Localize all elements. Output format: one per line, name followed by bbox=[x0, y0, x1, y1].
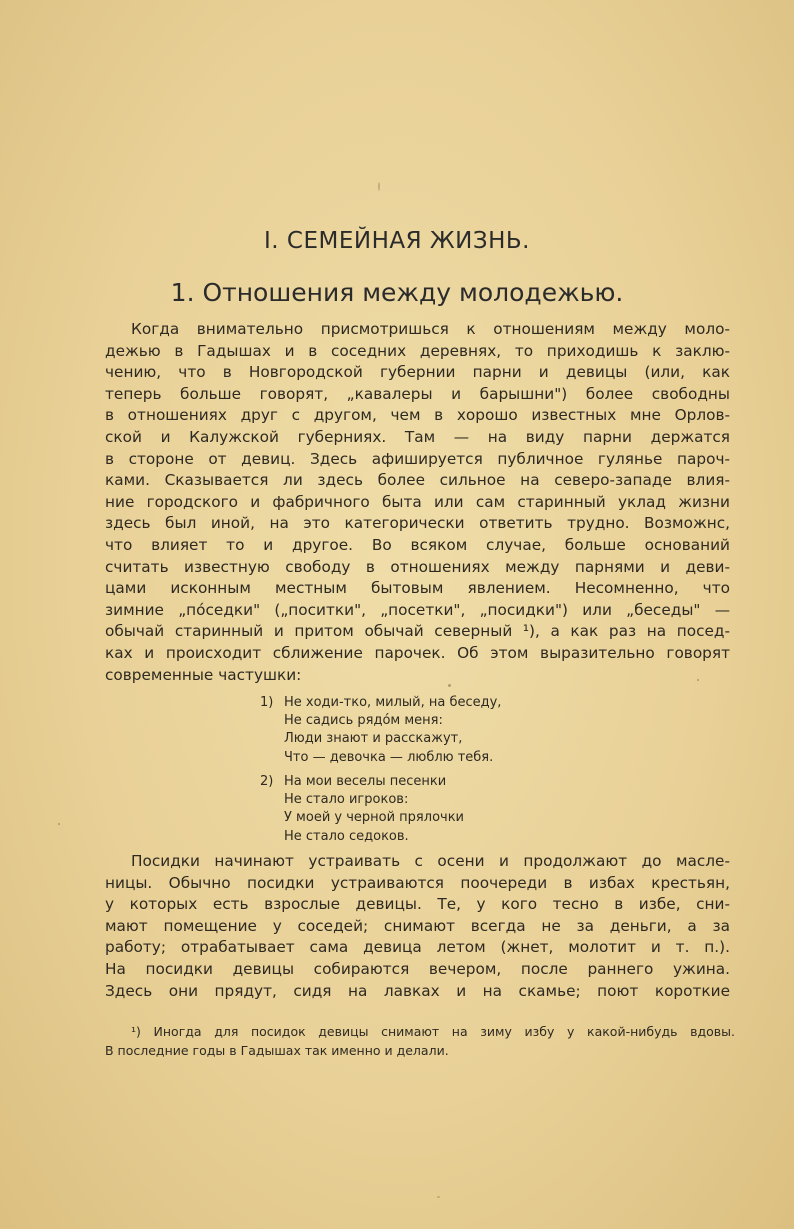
text-line: в стороне от девиц. Здесь афишируется публичное гулянье пароч- bbox=[105, 449, 730, 468]
text-line: ках и происходит сближение парочек. Об этом выразительно говорят bbox=[105, 643, 730, 662]
verse-line: Что — девочка — люблю тебя. bbox=[284, 749, 494, 765]
verse-line: Не стало седоков. bbox=[284, 828, 409, 844]
text-line: цами исконным местным бытовым явлением. Несомненно, что bbox=[105, 579, 730, 598]
text-line: На посидки девицы собираются вечером, после раннего ужина. bbox=[105, 959, 730, 978]
paragraph-1 bbox=[105, 319, 730, 686]
text-line: Посидки начинают устраивать с осени и продолжают до масле- bbox=[131, 852, 730, 870]
verse-line: Люди знают и расскажут, bbox=[284, 731, 463, 747]
text-line: здесь был иной, на это категорически ответить трудно. Возможнс, bbox=[105, 514, 730, 533]
verse-2 bbox=[260, 773, 464, 846]
text-line: современные частушки: bbox=[105, 665, 302, 684]
text-line: зимние „по́седки" („поситки", „посетки", „посидки") или „беседы" — bbox=[105, 600, 730, 619]
verse-line: У моей у черной прялочки bbox=[284, 810, 465, 826]
verse-line: Не садись рядо́м меня: bbox=[284, 713, 443, 729]
footnote-line: В последние годы в Гадышах так именно и делали. bbox=[105, 1043, 449, 1058]
footnote bbox=[105, 1022, 735, 1060]
text-line: работу; отрабатывает сама девица летом (жнет, молотит и т. п.). bbox=[105, 938, 730, 957]
footnote-line: ¹) Иногда для посидок девицы снимают на зиму избу у какой-нибудь вдовы. bbox=[131, 1024, 735, 1039]
chapter-title: I. СЕМЕЙНАЯ ЖИЗНЬ. bbox=[263, 228, 530, 254]
text-line: ницы. Обычно посидки устраиваются поочереди в избах крестьян, bbox=[105, 873, 730, 892]
verse-text: Не ходи-тко, милый, на беседу, bbox=[284, 695, 502, 710]
verse-text: На мои веселы песенки bbox=[284, 774, 447, 789]
text-line: ками. Сказывается ли здесь более сильное на северо-западе влия- bbox=[105, 471, 730, 490]
text-line: Когда внимательно присмотришься к отношениям между моло- bbox=[131, 320, 730, 338]
verse-line bbox=[260, 773, 464, 791]
text-line: теперь больше говорят, „кавалеры и барышни") более свободны bbox=[105, 384, 730, 403]
paragraph-2 bbox=[105, 851, 730, 1002]
text-line: Здесь они прядут, сидя на лавках и на скамье; поют короткие bbox=[105, 981, 730, 1000]
verse-1 bbox=[260, 694, 501, 767]
text-line: считать известную свободу в отношениях между парнями и деви- bbox=[105, 557, 730, 576]
section-title: 1. Отношения между молодежью. bbox=[170, 278, 624, 307]
text-line: чению, что в Новгородской губернии парни и девицы (или, как bbox=[105, 363, 730, 382]
verse-line bbox=[260, 694, 501, 712]
text-line: у которых есть взрослые девицы. Те, у кого тесно в избе, сни- bbox=[105, 895, 730, 914]
text-line: дежью в Гадышах и в соседних деревнях, то приходишь к заклю- bbox=[105, 341, 730, 360]
verse-line: Не стало игроков: bbox=[284, 792, 409, 808]
text-line: обычай старинный и притом обычай северный ¹), а как раз на посед- bbox=[105, 622, 730, 641]
paper-speck bbox=[58, 823, 60, 825]
paper-speck bbox=[378, 182, 380, 191]
text-line: что влияет то и другое. Во всяком случае, больше оснований bbox=[105, 535, 730, 554]
verse-number: 2) bbox=[260, 774, 274, 789]
paper-speck bbox=[697, 679, 699, 681]
verse-number: 1) bbox=[260, 695, 274, 710]
text-line: в отношениях друг с другом, чем в хорошо известных мне Орлов- bbox=[105, 406, 730, 425]
text-line: ской и Калужской губерниях. Там — на виду парни держатся bbox=[105, 427, 730, 446]
text-line: мают помещение у соседей; снимают всегда не за деньги, а за bbox=[105, 916, 730, 935]
text-line: ние городского и фабричного быта или сам старинный уклад жизни bbox=[105, 492, 730, 511]
paper-speck bbox=[448, 684, 451, 687]
paper-speck bbox=[437, 1196, 440, 1198]
